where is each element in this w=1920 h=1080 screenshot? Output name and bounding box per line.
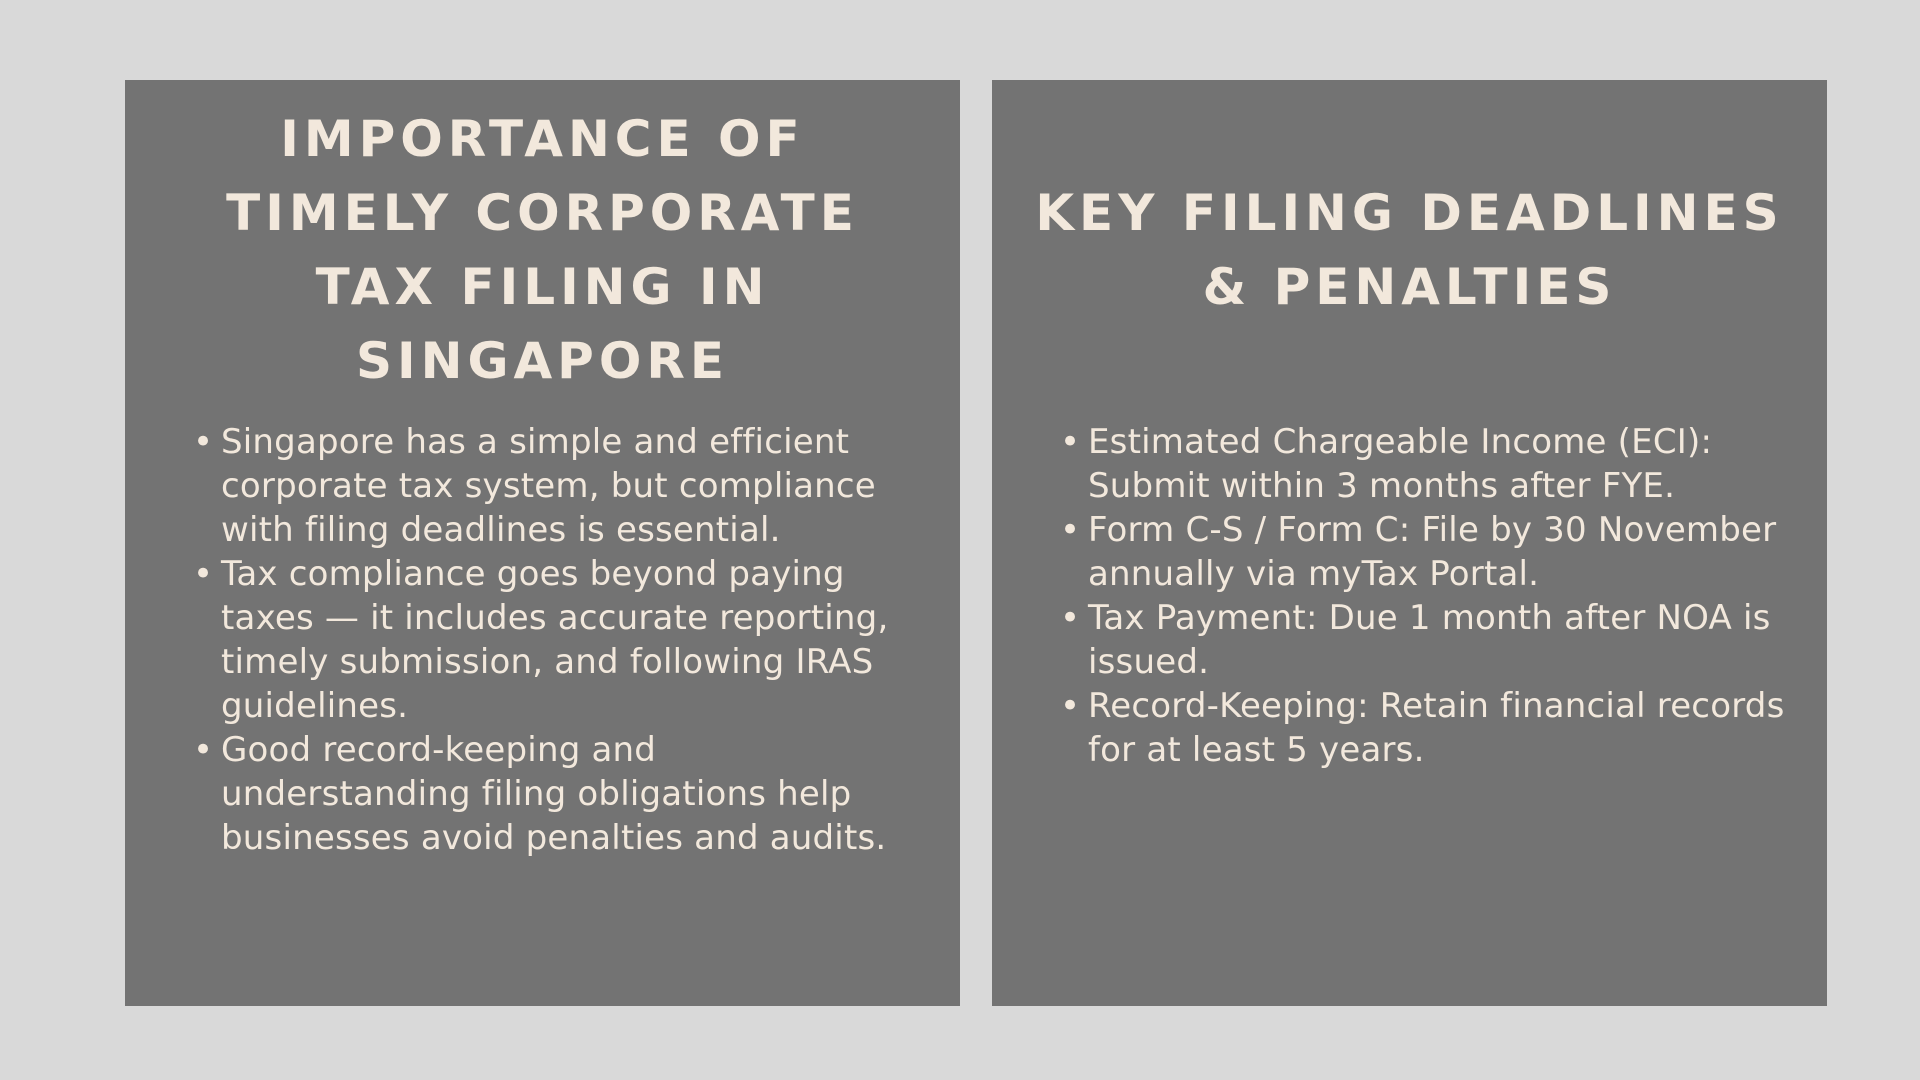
left-bullet-list (191, 420, 911, 860)
list-item (1058, 420, 1788, 508)
bullet-text: Good record-keeping and understanding filing obligations help businesses avoid penalties and audits. (221, 730, 887, 858)
bullet-text: Singapore has a simple and efficient corporate tax system, but compliance with filing deadlines is essential. (221, 422, 876, 550)
bullet-icon: • (193, 422, 214, 462)
bullet-icon: • (1060, 422, 1081, 462)
bullet-text: Tax Payment: Due 1 month after NOA is issued. (1088, 598, 1771, 682)
list-item (191, 420, 911, 552)
list-item (1058, 508, 1788, 596)
left-panel (125, 80, 960, 1006)
list-item (1058, 684, 1788, 772)
bullet-icon: • (193, 730, 214, 770)
list-item (1058, 596, 1788, 684)
bullet-icon: • (1060, 686, 1081, 726)
bullet-text: Record-Keeping: Retain financial records for at least 5 years. (1088, 686, 1785, 770)
list-item (191, 552, 911, 728)
right-bullet-list (1058, 420, 1788, 772)
bullet-text: Estimated Chargeable Income (ECI): Submit within 3 months after FYE. (1088, 422, 1713, 506)
right-panel-title: KEY FILING DEADLINES & PENALTIES (1035, 184, 1784, 316)
bullet-icon: • (1060, 510, 1081, 550)
bullet-text: Tax compliance goes beyond paying taxes — it includes accurate reporting, timely submission, and following IRAS guidelines. (221, 554, 889, 726)
right-panel (992, 80, 1827, 1006)
left-panel-title: IMPORTANCE OF TIMELY CORPORATE TAX FILING IN SINGAPORE (226, 110, 859, 390)
bullet-icon: • (1060, 598, 1081, 638)
list-item (191, 728, 911, 860)
bullet-icon: • (193, 554, 214, 594)
bullet-text: Form C-S / Form C: File by 30 November annually via myTax Portal. (1088, 510, 1777, 594)
